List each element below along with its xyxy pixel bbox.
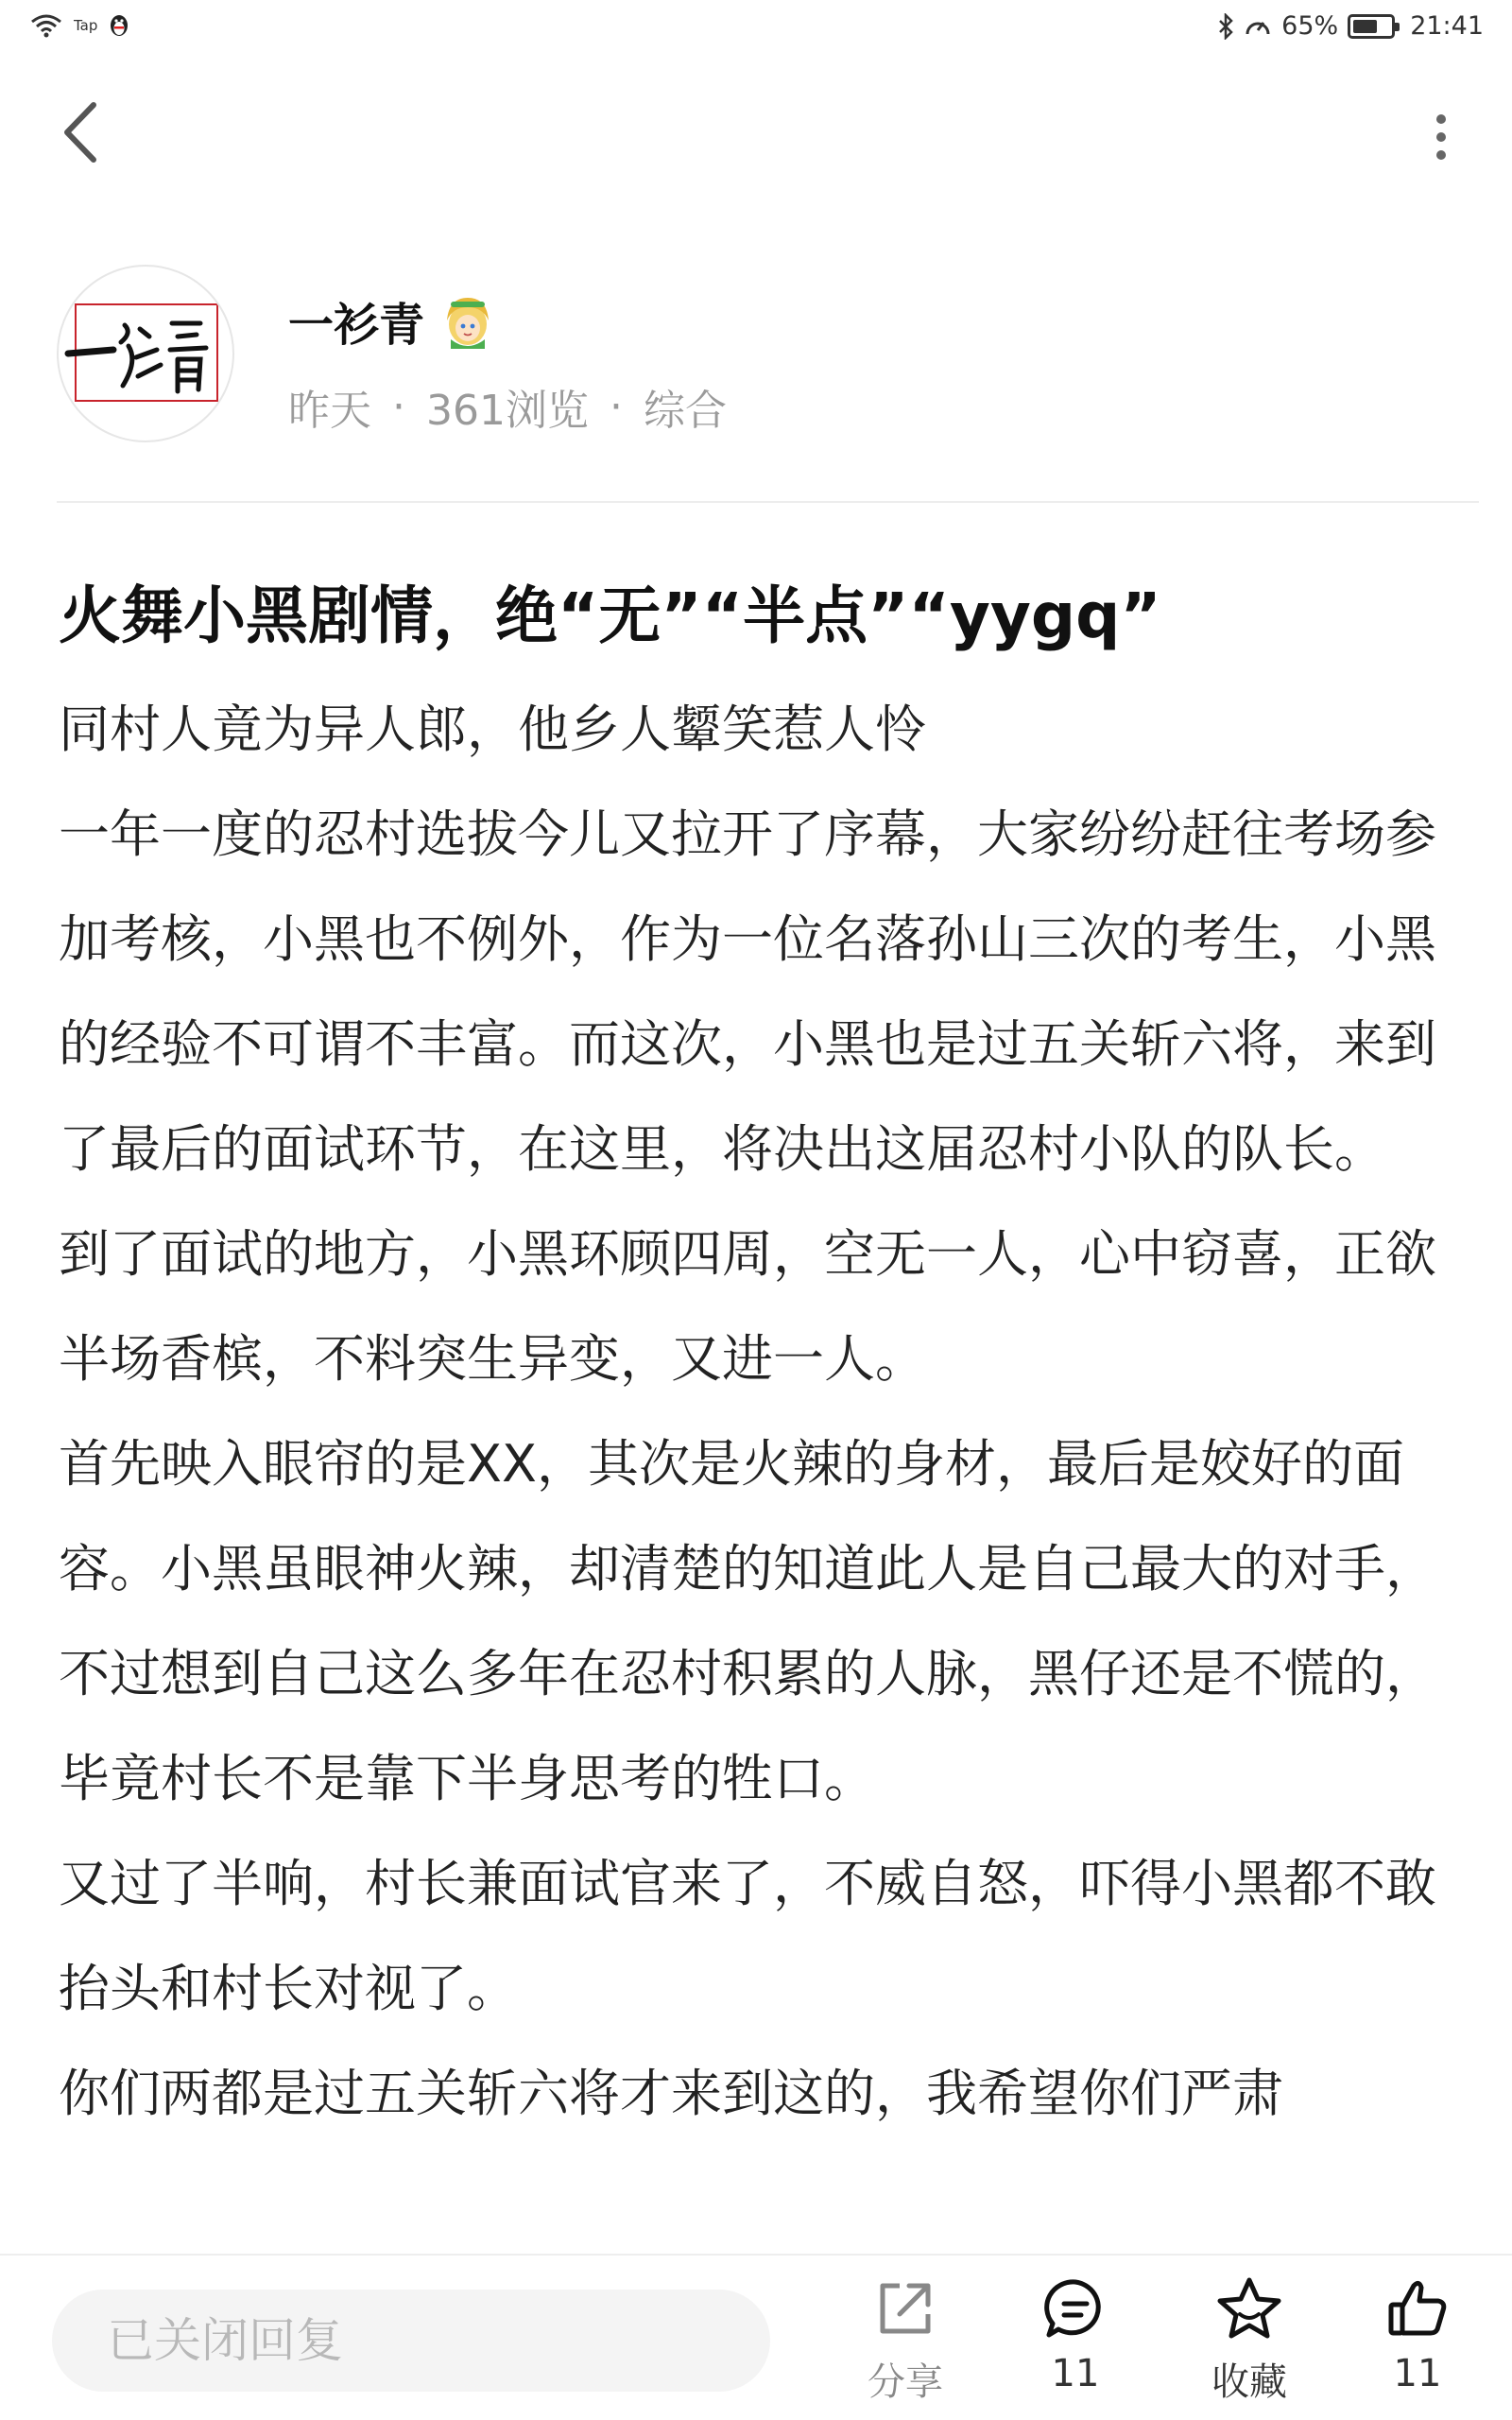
article-paragraph: 又过了半响，村长兼面试官来了，不威自怒，吓得小黑都不敢抬头和村长对视了。 bbox=[59, 1854, 1436, 2018]
article-paragraph: 首先映入眼帘的是XX，其次是火辣的身材，最后是姣好的面容。小黑虽眼神火辣，却清楚的知道此人是自己最大的对手，不过想到自己这么多年在忍村积累的人脉，黑仔还是不慌的，毕竟村长不是靠下半身思考的牲口。 bbox=[59, 1434, 1436, 1808]
post-meta bbox=[288, 376, 727, 437]
comment-button[interactable] bbox=[1009, 2274, 1142, 2416]
meta-separator: · bbox=[609, 382, 623, 431]
like-button[interactable] bbox=[1351, 2274, 1484, 2416]
favorite-button[interactable] bbox=[1183, 2274, 1315, 2416]
user-badge-icon bbox=[439, 292, 496, 351]
author-avatar[interactable] bbox=[57, 265, 234, 442]
status-right bbox=[1217, 11, 1484, 41]
bluetooth-icon bbox=[1217, 13, 1234, 40]
clock: 21:41 bbox=[1410, 11, 1484, 41]
more-vertical-icon bbox=[1435, 113, 1448, 161]
article-title: 火舞小黑剧情，绝“无”“半点”“yygq” bbox=[59, 579, 1161, 652]
meta-separator: · bbox=[392, 382, 405, 431]
share-icon bbox=[871, 2274, 939, 2342]
back-button[interactable] bbox=[47, 95, 113, 170]
like-count: 11 bbox=[1393, 2352, 1442, 2395]
post-date: 昨天 bbox=[288, 387, 371, 435]
battery-percent: 65% bbox=[1281, 11, 1339, 41]
view-count: 361浏览 bbox=[426, 387, 589, 435]
battery-fill bbox=[1353, 20, 1377, 33]
tap-indicator: Tap bbox=[74, 17, 98, 34]
author-name[interactable]: 一衫青 bbox=[288, 299, 425, 352]
more-options-button[interactable] bbox=[1422, 104, 1460, 170]
qq-penguin-icon bbox=[109, 13, 129, 38]
star-icon bbox=[1214, 2274, 1284, 2342]
comment-icon bbox=[1041, 2274, 1109, 2342]
speedometer-icon bbox=[1244, 13, 1272, 40]
share-button[interactable] bbox=[839, 2274, 971, 2416]
status-left bbox=[30, 13, 129, 38]
bottom-action-bar bbox=[0, 2254, 1512, 2420]
status-bar bbox=[0, 0, 1512, 57]
share-label: 分享 bbox=[868, 2360, 943, 2404]
post-category[interactable]: 综合 bbox=[643, 387, 727, 435]
article-paragraph: 到了面试的地方，小黑环顾四周，空无一人，心中窃喜，正欲半场香槟，不料突生异变，又进一人。 bbox=[59, 1224, 1436, 1389]
calligraphy-avatar-image bbox=[59, 267, 234, 442]
favorite-label: 收藏 bbox=[1211, 2360, 1287, 2404]
header-divider bbox=[57, 501, 1479, 503]
thumbs-up-icon bbox=[1383, 2274, 1452, 2342]
article-body bbox=[59, 677, 1476, 2146]
article-paragraph: 一年一度的忍村选拔今儿又拉开了序幕，大家纷纷赶往考场参加考核，小黑也不例外，作为一位名落孙山三次的考生，小黑的经验不可谓不丰富。而这次，小黑也是过五关斩六将，来到了最后的面试环节，在这里，将决出这届忍村小队的队长。 bbox=[59, 804, 1436, 1179]
reply-input-disabled[interactable]: 已关闭回复 bbox=[52, 2290, 770, 2392]
wifi-icon bbox=[30, 13, 62, 38]
article-paragraph: 同村人竟为异人郎，他乡人颦笑惹人怜 bbox=[59, 700, 926, 759]
author-name-row bbox=[288, 288, 496, 354]
comment-count: 11 bbox=[1051, 2352, 1100, 2395]
battery-icon bbox=[1348, 14, 1395, 39]
article-paragraph: 你们两都是过五关斩六将才来到这的，我希望你们严肃 bbox=[59, 2064, 1283, 2123]
chevron-left-icon bbox=[61, 101, 99, 164]
